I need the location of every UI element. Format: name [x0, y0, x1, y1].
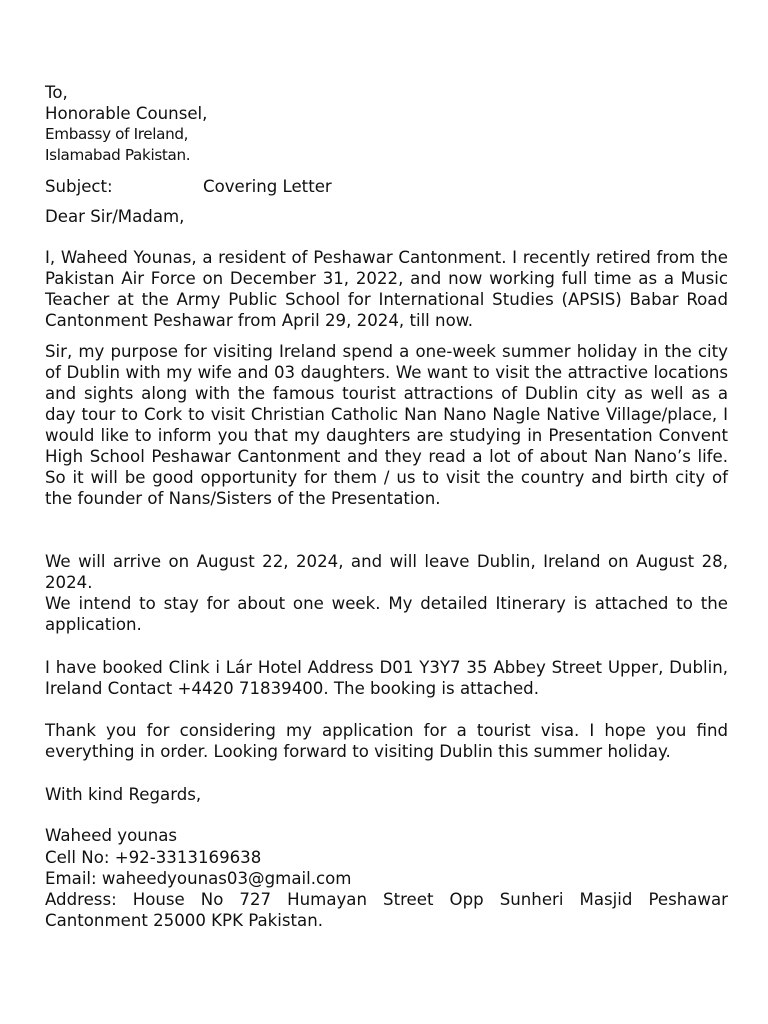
paragraph-purpose	[45, 341, 728, 509]
organization-line: Embassy of Ireland,	[45, 125, 189, 143]
signature-address-text: Address: House No 727 Humayan Street Opp Sunheri Masjid Peshawar Cantonment 25000 KPK Pakistan.	[45, 890, 728, 930]
city-line: Islamabad Pakistan.	[45, 146, 191, 164]
paragraph-text: We will arrive on August 22, 2024, and will leave Dublin, Ireland on August 28, 2024.	[45, 552, 728, 592]
paragraph-text: I, Waheed Younas, a resident of Peshawar Cantonment. I recently retired from the Pakistan Air Force on December 31, 2022, and now working full time as a Music Teacher at the Army Public School for International Studies (APSIS) Babar Road Cantonment Peshawar from April 29, 2024, till now.	[45, 248, 728, 330]
paragraph-text: Thank you for considering my application for a tourist visa. I hope you find everything in order. Looking forward to visiting Dublin this summer holiday.	[45, 721, 728, 761]
paragraph-hotel	[45, 657, 728, 699]
paragraph-itinerary	[45, 593, 728, 635]
to-line: To,	[45, 83, 68, 102]
subject-label: Subject:	[45, 177, 113, 196]
salutation: Dear Sir/Madam,	[45, 207, 185, 226]
closing: With kind Regards,	[45, 785, 202, 804]
paragraph-thanks	[45, 720, 728, 762]
letter-page	[45, 0, 728, 1024]
subject-line	[45, 176, 728, 197]
signature-cell: Cell No: +92-3313169638	[45, 848, 262, 867]
subject-value: Covering Letter	[203, 177, 332, 196]
paragraph-text: I have booked Clink i Lár Hotel Address D01 Y3Y7 35 Abbey Street Upper, Dublin, Ireland Contact +4420 71839400. The booking is attached.	[45, 658, 728, 698]
paragraph-text: Sir, my purpose for visiting Ireland spend a one-week summer holiday in the city of Dublin with my wife and 03 daughters. We want to visit the attractive locations and sights along with the famous tourist attractions of Dublin city as well as a day tour to Cork to visit Christian Catholic Nan Nano Nagle Native Village/place, I would like to inform you that my daughters are studying in Presentation Convent High School Peshawar Cantonment and they read a lot of about Nan Nano’s life. So it will be good opportunity for them / us to visit the country and birth city of the founder of Nans/Sisters of the Presentation.	[45, 342, 728, 508]
signature-address	[45, 889, 728, 931]
signature-email: Email: waheedyounas03@gmail.com	[45, 869, 352, 888]
paragraph-text: We intend to stay for about one week. My detailed Itinerary is attached to the application.	[45, 594, 728, 634]
recipient-line: Honorable Counsel,	[45, 104, 208, 123]
signature-name: Waheed younas	[45, 826, 178, 845]
paragraph-dates	[45, 551, 728, 593]
paragraph-intro	[45, 247, 728, 331]
